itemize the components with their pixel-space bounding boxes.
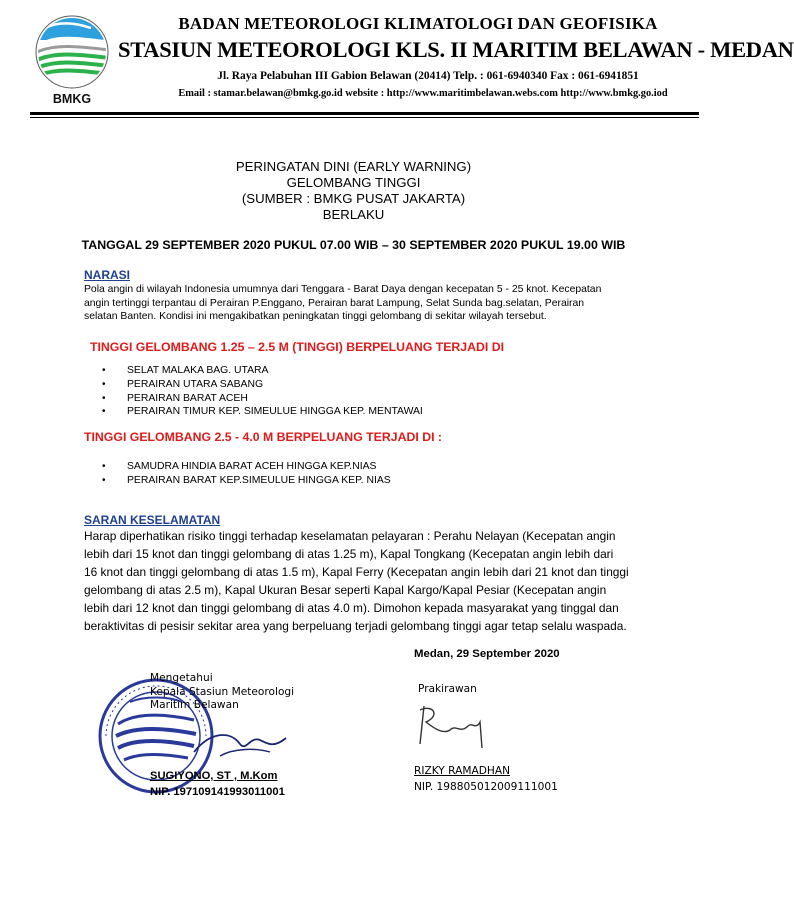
saran-line: lebih dari 12 knot dan tinggi gelombang di atas 4.0 m). Dimohon kepada masyarakat yang tinggal dan xyxy=(84,601,619,615)
saran-heading: SARAN KESELAMATAN xyxy=(84,513,221,527)
saran-line: gelombang di atas 2.5 m), Kapal Ukuran Besar seperti Kapal Kargo/Kapal Pesiar (Kecepatan angin xyxy=(84,583,607,597)
left-title: Kepala Stasiun Meteorologi xyxy=(150,686,295,698)
list-item: • SAMUDRA HINDIA BARAT ACEH HINGGA KEP.NIAS xyxy=(84,460,391,474)
list-item: • PERAIRAN BARAT ACEH xyxy=(84,392,423,406)
narasi-line: selatan Banten. Kondisi ini mengakibatkan peningkatan tinggi gelombang di sekitar wilayah tersebut. xyxy=(84,311,547,323)
left-office: Maritim Belawan xyxy=(150,699,239,711)
agency-name: BADAN METEOROLOGI KLIMATOLOGI DAN GEOFISIKA xyxy=(178,14,658,33)
narasi-line: Pola angin di wilayah Indonesia umumnya dari Tenggara - Barat Daya dengan kecepatan 5 - 25 knot. Kecepatan xyxy=(84,284,602,295)
waves-high-list xyxy=(84,364,423,419)
bmkg-logo xyxy=(33,14,111,106)
title-line-2: GELOMBANG TINGGI xyxy=(286,175,421,190)
logo-text: BMKG xyxy=(52,92,92,106)
saran-line: Harap diperhatikan risiko tinggi terhadap keselamatan pelayaran : Perahu Nelayan (Kecepatan angin xyxy=(84,529,616,543)
saran-line: beraktivitas di pesisir sekitar area yang berpeluang terjadi gelombang tinggi agar tetap selalu waspada. xyxy=(84,619,627,633)
list-item: • PERAIRAN TIMUR KEP. SIMEULUE HINGGA KEP. MENTAWAI xyxy=(84,405,423,419)
contact-line: Email : stamar.belawan@bmkg.go.id website : http://www.maritimbelawan.webs.com http://www.bmkg.go.iod xyxy=(178,88,668,99)
list-item: • PERAIRAN BARAT KEP.SIMEULUE HINGGA KEP. NIAS xyxy=(84,474,391,488)
narasi-line: angin tertinggi terpantau di Perairan P.Enggano, Perairan barat Lampung, Selat Sunda bag.selatan, Perairan xyxy=(84,297,585,309)
station-name: STASIUN METEOROLOGI KLS. II MARITIM BELAWAN - MEDAN xyxy=(118,37,794,62)
place-date: Medan, 29 September 2020 xyxy=(414,648,560,660)
right-signature xyxy=(410,700,500,756)
list-item: • PERAIRAN UTARA SABANG xyxy=(84,378,423,392)
waves-high-heading: TINGGI GELOMBANG 1.25 – 2.5 M (TINGGI) BERPELUANG TERJADI DI xyxy=(90,340,505,354)
right-signatory-nip: NIP. 198805012009111001 xyxy=(414,781,558,793)
address-line: Jl. Raya Pelabuhan III Gabion Belawan (20414) Telp. : 061-6940340 Fax : 061-6941851 xyxy=(217,70,639,82)
saran-line: lebih dari 15 knot dan tinggi gelombang di atas 1.25 m), Kapal Tongkang (Kecepatan angin lebih dari xyxy=(84,547,614,561)
letterhead-rule-thin xyxy=(30,117,699,118)
letterhead-rule-thick xyxy=(30,112,699,115)
left-signatory-nip: NIP. 197109141993011001 xyxy=(150,786,285,798)
left-signatory-name: SUGIYONO, ST , M.Kom xyxy=(150,770,278,782)
left-signature xyxy=(190,722,300,762)
waves-very-high-heading: TINGGI GELOMBANG 2.5 - 4.0 M BERPELUANG TERJADI DI : xyxy=(84,430,443,444)
title-line-1: PERINGATAN DINI (EARLY WARNING) xyxy=(235,159,472,174)
list-item: • SELAT MALAKA BAG. UTARA xyxy=(84,364,423,378)
saran-line: 16 knot dan tinggi gelombang di atas 1.5 m), Kapal Ferry (Kecepatan angin lebih dari 21 knot dan tinggi xyxy=(84,565,629,579)
waves-very-high-list xyxy=(84,460,391,488)
validity-period: TANGGAL 29 SEPTEMBER 2020 PUKUL 07.00 WIB – 30 SEPTEMBER 2020 PUKUL 19.00 WIB xyxy=(81,238,626,252)
narasi-heading: NARASI xyxy=(84,268,131,282)
saran-paragraph xyxy=(84,527,632,635)
left-acknowledge: Mengetahui xyxy=(150,672,213,684)
right-signatory-name: RIZKY RAMADHAN xyxy=(414,765,511,777)
title-line-4: BERLAKU xyxy=(322,207,385,222)
title-line-3: (SUMBER : BMKG PUSAT JAKARTA) xyxy=(241,191,466,206)
narasi-paragraph xyxy=(84,283,624,324)
right-role: Prakirawan xyxy=(418,683,477,695)
